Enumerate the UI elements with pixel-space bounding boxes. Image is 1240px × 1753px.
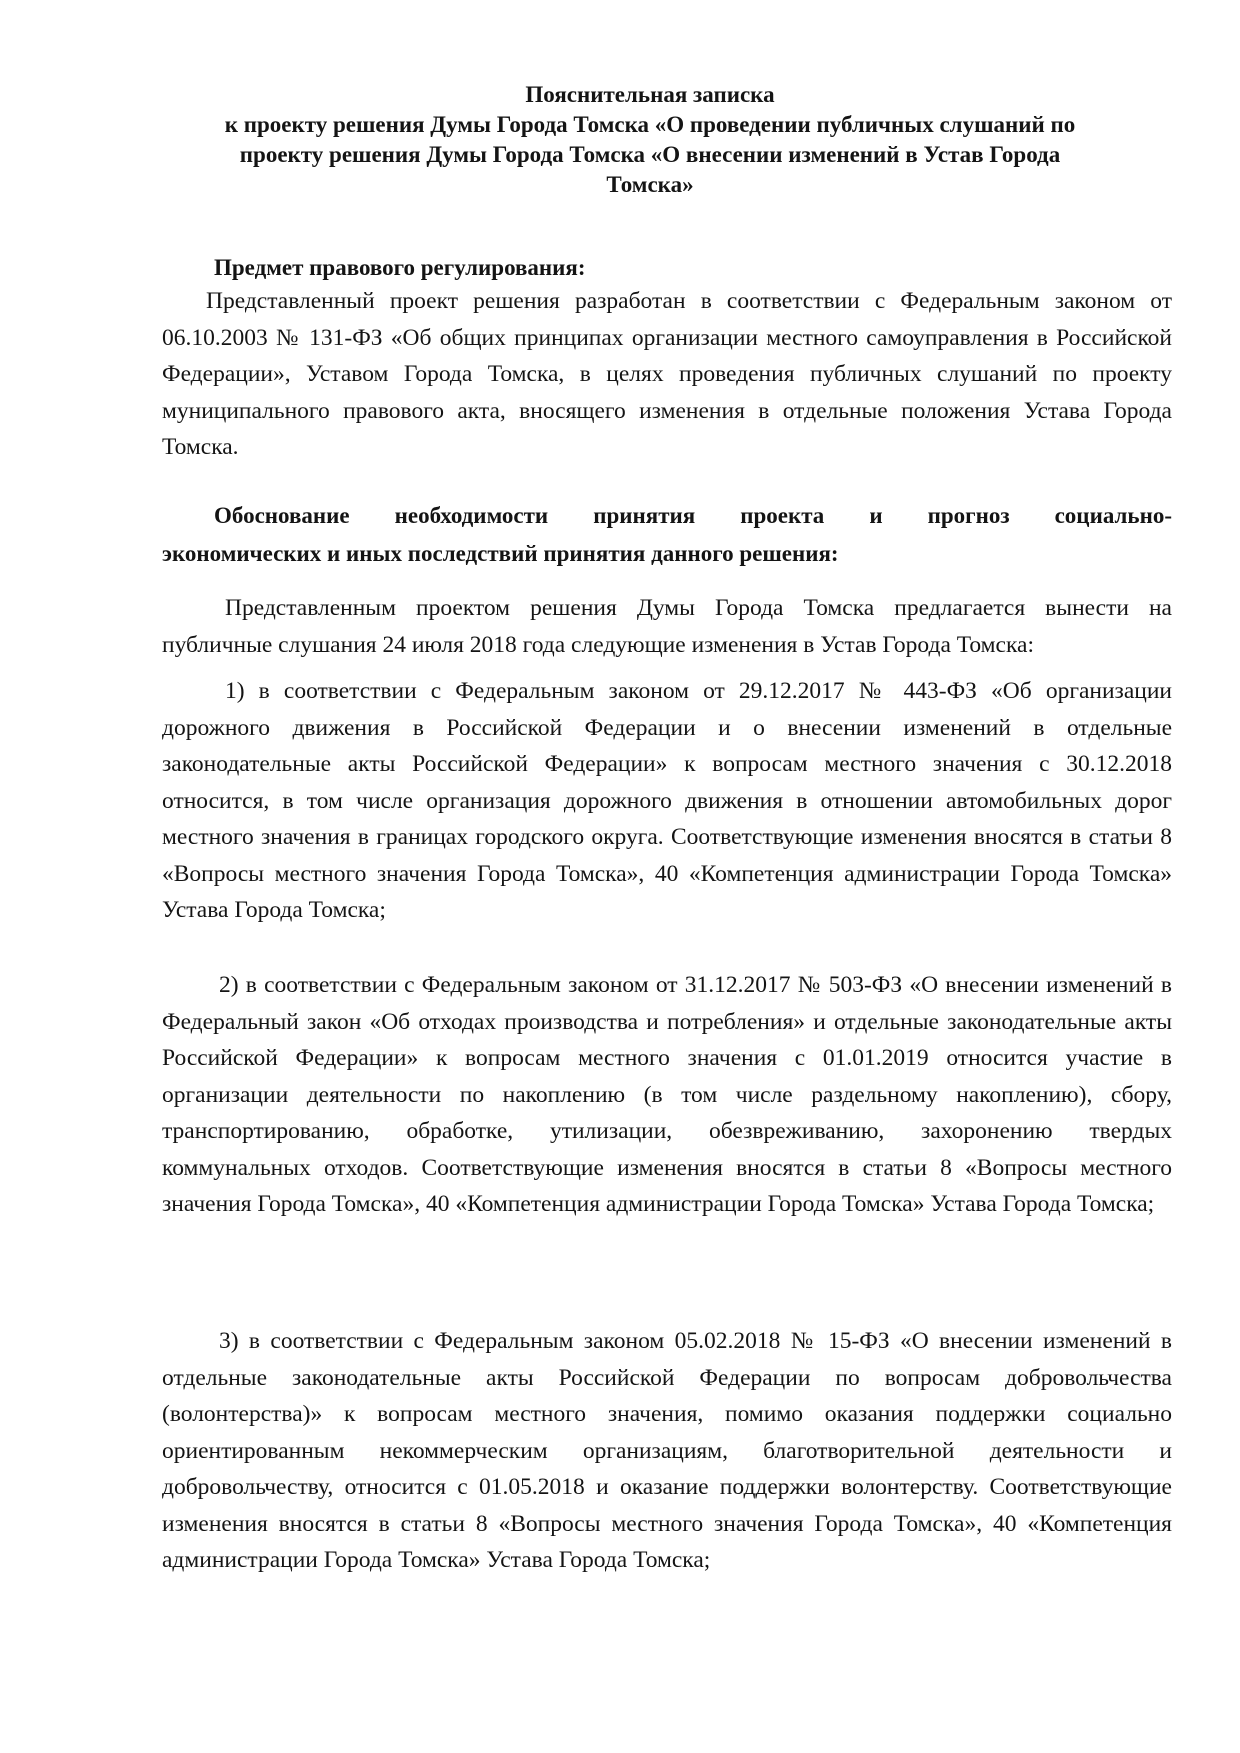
title-line-2: к проекту решения Думы Города Томска «О проведении публичных слушаний по (224, 112, 1076, 137)
paragraph-intro: Представленным проектом решения Думы Города Томска предлагается вынести на публичные слушания 24 июля 2018 года следующие изменения в Устав Города Томска: (162, 595, 1172, 658)
list-item-3: 3) в соответствии с Федеральным законом 05.02.2018 № 15-ФЗ «О внесении изменений в отдельные законодательные акты Российской Федерации по вопросам добровольчества (волонтерства)» к вопросам местного значения, помимо оказания поддержки социально ориентированным некоммерческим организациям, благотворительной деятельности и добровольчеству, относится с 01.05.2018 и оказание поддержки волонтерству. Соответствующие изменения вносятся в статьи 8 «Вопросы местного значения Города Томска», 40 «Компетенция администрации Города Томска» Устава Города Томска; (162, 1328, 1172, 1573)
heading-line-1: Обоснование необходимости принятия проекта и прогноз социально- (214, 503, 1172, 528)
section-heading-justification (214, 503, 1172, 529)
list-item-2: 2) в соответствии с Федеральным законом от 31.12.2017 № 503-ФЗ «О внесении изменений в Федеральный закон «Об отходах производства и потребления» и отдельные законодательные акты Российской Федерации» к вопросам местного значения с 01.01.2019 относится участие в организации деятельности по накоплению (в том числе раздельному накоплению), сбору, транспортированию, обработке, утилизации, обезвреживанию, захоронению твердых коммунальных отходов. Соответствующие изменения вносятся в статьи 8 «Вопросы местного значения Города Томска», 40 «Компетенция администрации Города Томска» Устава Города Томска; (162, 972, 1172, 1217)
title-line-1: Пояснительная записка (525, 82, 775, 107)
title-line-3: проекту решения Думы Города Томска «О внесении изменений в Устав Города (239, 142, 1061, 167)
paragraph-legal-subject: Представленный проект решения разработан в соответствии с Федеральным законом от 06.10.2003 № 131-ФЗ «Об общих принципах организации местного самоуправления в Российской Федерации», Уставом Города Томска, в целях проведения публичных слушаний по проекту муниципального правового акта, вносящего изменения в отдельные положения Устава Города Томска. (162, 288, 1172, 460)
title-line-4: Томска» (606, 172, 694, 197)
section-heading-legal-subject: Предмет правового регулирования: (214, 255, 586, 280)
list-item-1: 1) в соответствии с Федеральным законом от 29.12.2017 № 443-ФЗ «Об организации дорожного движения в Российской Федерации и о внесении изменений в отдельные законодательные акты Российской Федерации» к вопросам местного значения с 30.12.2018 относится, в том числе организация дорожного движения в отношении автомобильных дорог местного значения в границах городского округа. Соответствующие изменения вносятся в статьи 8 «Вопросы местного значения Города Томска», 40 «Компетенция администрации Города Томска» Устава Города Томска; (162, 678, 1172, 923)
heading-line-2: экономических и иных последствий принятия данного решения: (162, 541, 839, 566)
document-title (180, 80, 1120, 200)
